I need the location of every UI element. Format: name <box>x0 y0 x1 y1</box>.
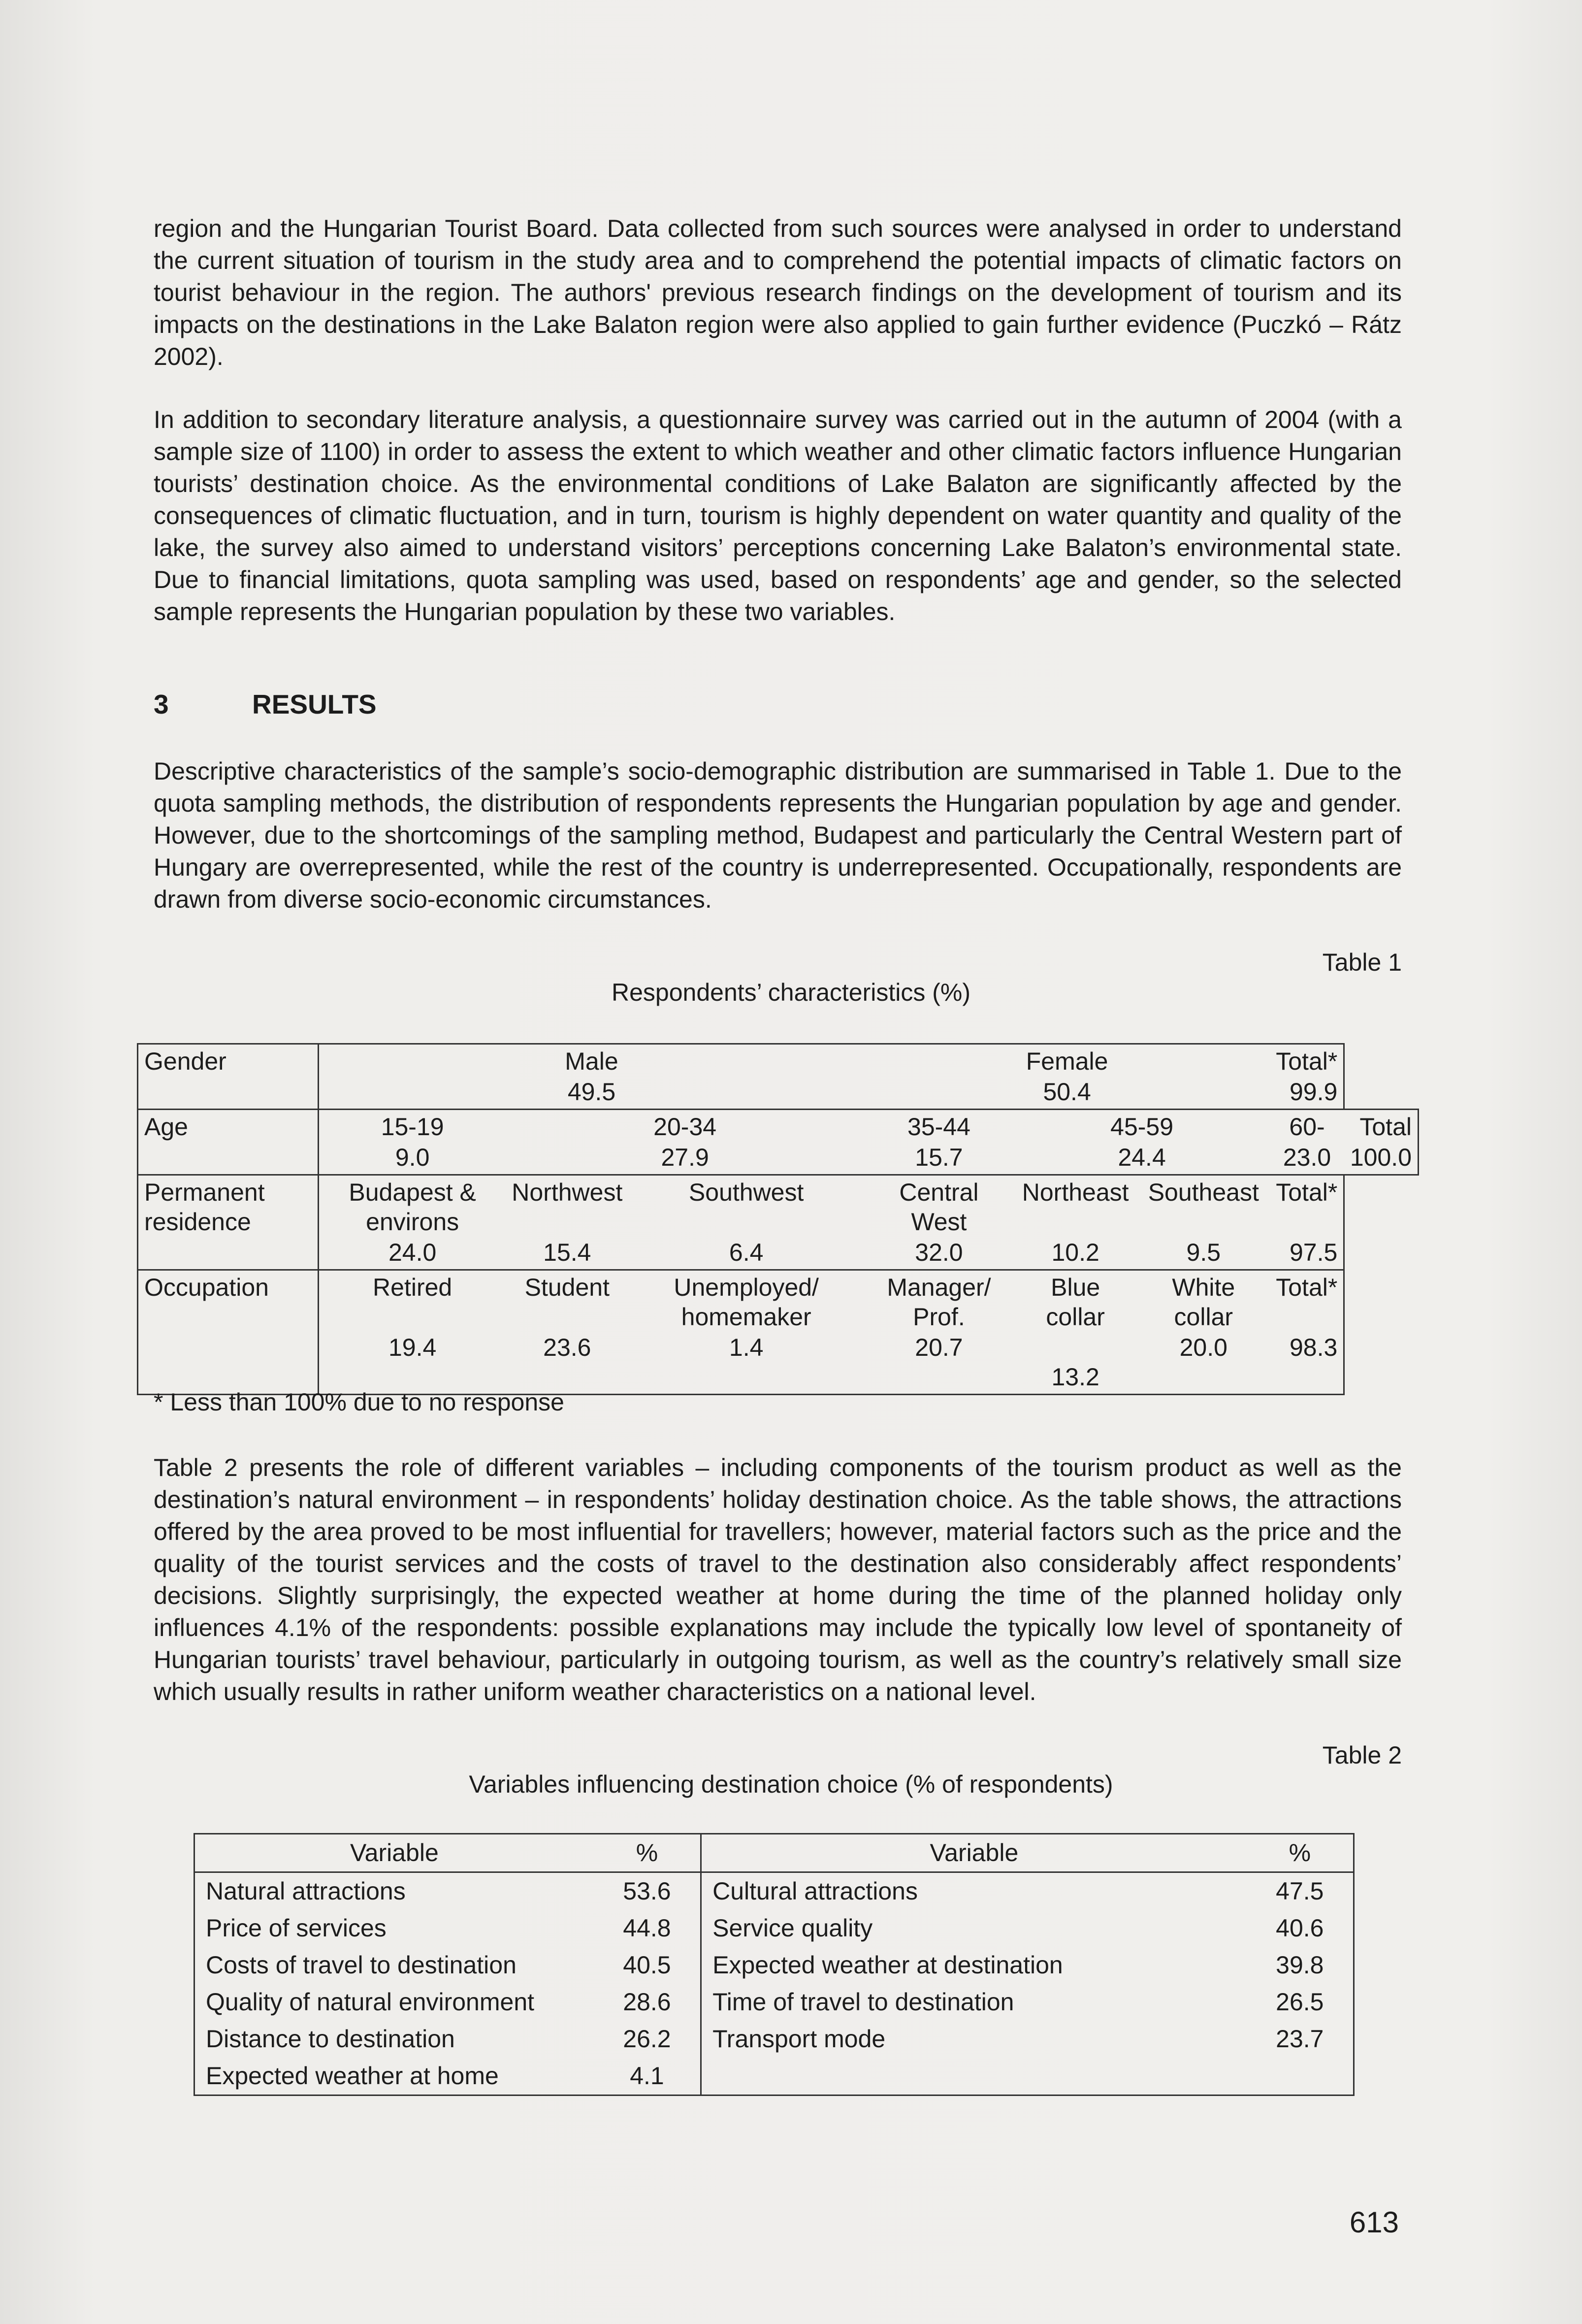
table2-variables <box>194 1833 1355 2096</box>
cell-value: 15.7 <box>915 1144 963 1171</box>
cell-label: White collar <box>1172 1274 1235 1331</box>
cell-value: 9.5 <box>1186 1239 1221 1266</box>
row-label: Age <box>138 1110 319 1175</box>
cell-label: Unemployed/ homemaker <box>674 1274 819 1331</box>
table-cell <box>1014 1270 1137 1395</box>
table-cell <box>506 1110 864 1175</box>
variable-cell: Expected weather at home <box>206 2062 499 2090</box>
cell-label: 60- <box>1289 1113 1325 1141</box>
table-row <box>194 2058 1354 2095</box>
table-cell <box>1137 1175 1270 1270</box>
paragraph-2: In addition to secondary literature analysis, a questionnaire survey was carried out in the autumn of 2004 (with a sample size of 1100) in order to assess the extent to which weather and other climatic factors influence Hungarian tourists’ destination choice. As the environmental conditions of Lake Balaton are significantly affected by the consequences of climatic fluctuation, and in turn, tourism is highly dependent on water quantity and quality of the lake, the survey also aimed to understand visitors’ perceptions concerning Lake Balaton’s environmental state. Due to financial limitations, quota sampling was used, based on respondents’ age and gender, so the selected sample represents the Hungarian population by these two variables. <box>154 406 1402 625</box>
cell-value: 32.0 <box>915 1239 963 1266</box>
cell-label: Southwest <box>688 1178 804 1206</box>
table-cell <box>864 1110 1014 1175</box>
cell-label: Total <box>1359 1113 1412 1141</box>
table2-label: Table 2 <box>1322 1741 1402 1769</box>
table-row <box>194 1910 1354 1947</box>
cell-value: 23.0 <box>1283 1144 1331 1171</box>
cell-label: 15-19 <box>381 1113 444 1141</box>
cell-label: 35-44 <box>907 1113 970 1141</box>
paragraph-survey <box>154 404 1402 628</box>
table-row <box>194 2021 1354 2058</box>
variable-cell: Cultural attractions <box>712 1877 918 1905</box>
table-row-age <box>138 1110 1419 1175</box>
cell-label: Southeast <box>1148 1178 1259 1206</box>
variable-cell: Costs of travel to destination <box>206 1951 517 1979</box>
cell-label: Blue collar <box>1046 1274 1105 1331</box>
variable-cell: Transport mode <box>712 2025 886 2053</box>
cell-value: 19.4 <box>388 1334 437 1361</box>
cell-label: Northeast <box>1022 1178 1129 1206</box>
column-header: % <box>1247 1834 1354 1872</box>
cell-value: 24.0 <box>388 1239 437 1266</box>
table-cell-total <box>1270 1175 1344 1270</box>
cell-label: Northwest <box>512 1178 623 1206</box>
cell-label: Student <box>524 1274 610 1301</box>
cell-label: 45-59 <box>1110 1113 1174 1141</box>
cell-value: 49.5 <box>567 1078 616 1106</box>
table-cell <box>506 1270 628 1395</box>
cell-value: 98.3 <box>1290 1334 1338 1361</box>
cell-value: 99.9 <box>1290 1078 1338 1106</box>
cell-label: Total* <box>1276 1178 1338 1206</box>
table-cell <box>864 1044 1270 1110</box>
cell-label: Female <box>1026 1047 1108 1075</box>
cell-value: 6.4 <box>729 1239 764 1266</box>
table-cell <box>506 1175 628 1270</box>
table1-label: Table 1 <box>1322 949 1402 976</box>
table-row <box>194 1872 1354 1910</box>
table-cell <box>1270 1110 1344 1175</box>
cell-value: 27.9 <box>661 1144 709 1171</box>
cell-label: Retired <box>373 1274 452 1301</box>
column-header: Variable <box>701 1834 1247 1872</box>
percent-cell: 44.8 <box>594 1910 701 1947</box>
table-row <box>194 1984 1354 2021</box>
paragraph-results <box>154 755 1402 916</box>
table-cell-total <box>1270 1270 1344 1395</box>
cell-label: Male <box>565 1047 618 1075</box>
row-label: Permanent residence <box>138 1175 319 1270</box>
cell-label: 20-34 <box>653 1113 717 1141</box>
table-cell-total <box>1270 1044 1344 1110</box>
table-row-gender <box>138 1044 1419 1110</box>
percent-cell: 26.2 <box>594 2021 701 2058</box>
cell-value: 20.0 <box>1179 1334 1227 1361</box>
percent-cell: 53.6 <box>594 1872 701 1910</box>
percent-cell: 4.1 <box>594 2058 701 2095</box>
cell-value: 100.0 <box>1350 1144 1412 1171</box>
table-row-residence <box>138 1175 1419 1270</box>
section-heading <box>154 688 377 720</box>
table-header-row <box>194 1834 1354 1872</box>
variable-cell: Price of services <box>206 1914 387 1942</box>
variable-cell: Quality of natural environment <box>206 1988 535 2016</box>
paragraph-methods <box>154 213 1402 373</box>
table1-respondents <box>137 1043 1419 1395</box>
section-number: 3 <box>154 689 169 720</box>
cell-value: 20.7 <box>915 1334 963 1361</box>
percent-cell: 40.6 <box>1276 1914 1324 1942</box>
cell-value: 9.0 <box>395 1144 430 1171</box>
variable-cell: Expected weather at destination <box>712 1951 1063 1979</box>
cell-label: Central West <box>899 1178 979 1236</box>
table-cell <box>319 1270 506 1395</box>
table-cell <box>628 1175 864 1270</box>
table-row <box>194 1947 1354 1984</box>
cell-value: 13.2 <box>1051 1363 1099 1391</box>
percent-cell: 28.6 <box>594 1984 701 2021</box>
table-cell <box>319 1110 506 1175</box>
table1-footnote: * Less than 100% due to no response <box>154 1388 564 1416</box>
variable-cell: Service quality <box>712 1914 873 1942</box>
column-header: Variable <box>194 1834 594 1872</box>
table-cell-total <box>1344 1110 1419 1175</box>
cell-value: 1.4 <box>729 1334 764 1361</box>
percent-cell: 26.5 <box>1276 1988 1324 2016</box>
percent-cell: 47.5 <box>1276 1877 1324 1905</box>
row-label: Occupation <box>138 1270 319 1395</box>
paragraph-4: Table 2 presents the role of different variables – including components of the tourism product as well as the destination’s natural environment – in respondents’ holiday destination choice. As the table shows, the attractions offered by the area proved to be most influential for travellers; however, material factors such as the price and the quality of the tourist services and the costs of travel to the destination also considerably affect respondents’ decisions. Slightly surprisingly, the expected weather at home during the time of the planned holiday only influences 4.1% of the respondents: possible explanations may include the typically low level of spontaneity of Hungarian tourists’ travel behaviour, particularly in outgoing tourism, as well as the country’s relatively small size which usually results in rather uniform weather characteristics on a national level. <box>154 1454 1402 1705</box>
table-row-occupation <box>138 1270 1419 1395</box>
row-label: Gender <box>138 1044 319 1110</box>
cell-label: Manager/ Prof. <box>887 1274 991 1331</box>
cell-value: 50.4 <box>1043 1078 1091 1106</box>
page-number: 613 <box>1349 2206 1399 2239</box>
table2-caption: Variables influencing destination choice (% of respondents) <box>469 1770 1113 1798</box>
table-cell <box>1014 1110 1270 1175</box>
table-cell <box>628 1270 864 1395</box>
table-cell <box>864 1175 1014 1270</box>
table1-caption: Respondents’ characteristics (%) <box>612 979 970 1006</box>
cell-value: 15.4 <box>543 1239 591 1266</box>
cell-value: 24.4 <box>1118 1144 1166 1171</box>
table-cell <box>864 1270 1014 1395</box>
cell-label: Total* <box>1276 1274 1338 1301</box>
percent-cell: 39.8 <box>1276 1951 1324 1979</box>
cell-value: 10.2 <box>1051 1239 1099 1266</box>
cell-value: 97.5 <box>1290 1239 1338 1266</box>
variable-cell: Natural attractions <box>206 1877 406 1905</box>
percent-cell: 23.7 <box>1276 2025 1324 2053</box>
table-cell <box>1137 1270 1270 1395</box>
variable-cell: Time of travel to destination <box>712 1988 1014 2016</box>
table-cell <box>319 1044 864 1110</box>
variable-cell: Distance to destination <box>206 2025 455 2053</box>
paragraph-3: Descriptive characteristics of the sample’s socio-demographic distribution are summarised in Table 1. Due to the quota sampling methods, the distribution of respondents represents the Hungarian population by age and gender. However, due to the shortcomings of the sampling method, Budapest and particularly the Central Western part of Hungary are overrepresented, while the rest of the country is underrepresented. Occupationally, respondents are drawn from diverse socio-economic circumstances. <box>154 757 1402 913</box>
cell-label: Total* <box>1276 1047 1338 1075</box>
percent-cell: 40.5 <box>594 1947 701 1984</box>
variable-cell <box>701 2058 1247 2095</box>
percent-cell <box>1247 2058 1354 2095</box>
table-cell <box>319 1175 506 1270</box>
cell-value: 23.6 <box>543 1334 591 1361</box>
cell-label: Budapest & environs <box>349 1178 476 1236</box>
paragraph-table2-discussion <box>154 1452 1402 1708</box>
column-header: % <box>594 1834 701 1872</box>
paragraph-1: region and the Hungarian Tourist Board. Data collected from such sources were analysed in order to understand the current situation of tourism in the study area and to comprehend the potential impacts of climatic factors on tourist behaviour in the region. The authors' previous research findings on the development of tourism and its impacts on the destinations in the Lake Balaton region were also applied to gain further evidence (Puczkó – Rátz 2002). <box>154 215 1402 370</box>
section-title: RESULTS <box>252 689 377 720</box>
table-cell <box>1014 1175 1137 1270</box>
